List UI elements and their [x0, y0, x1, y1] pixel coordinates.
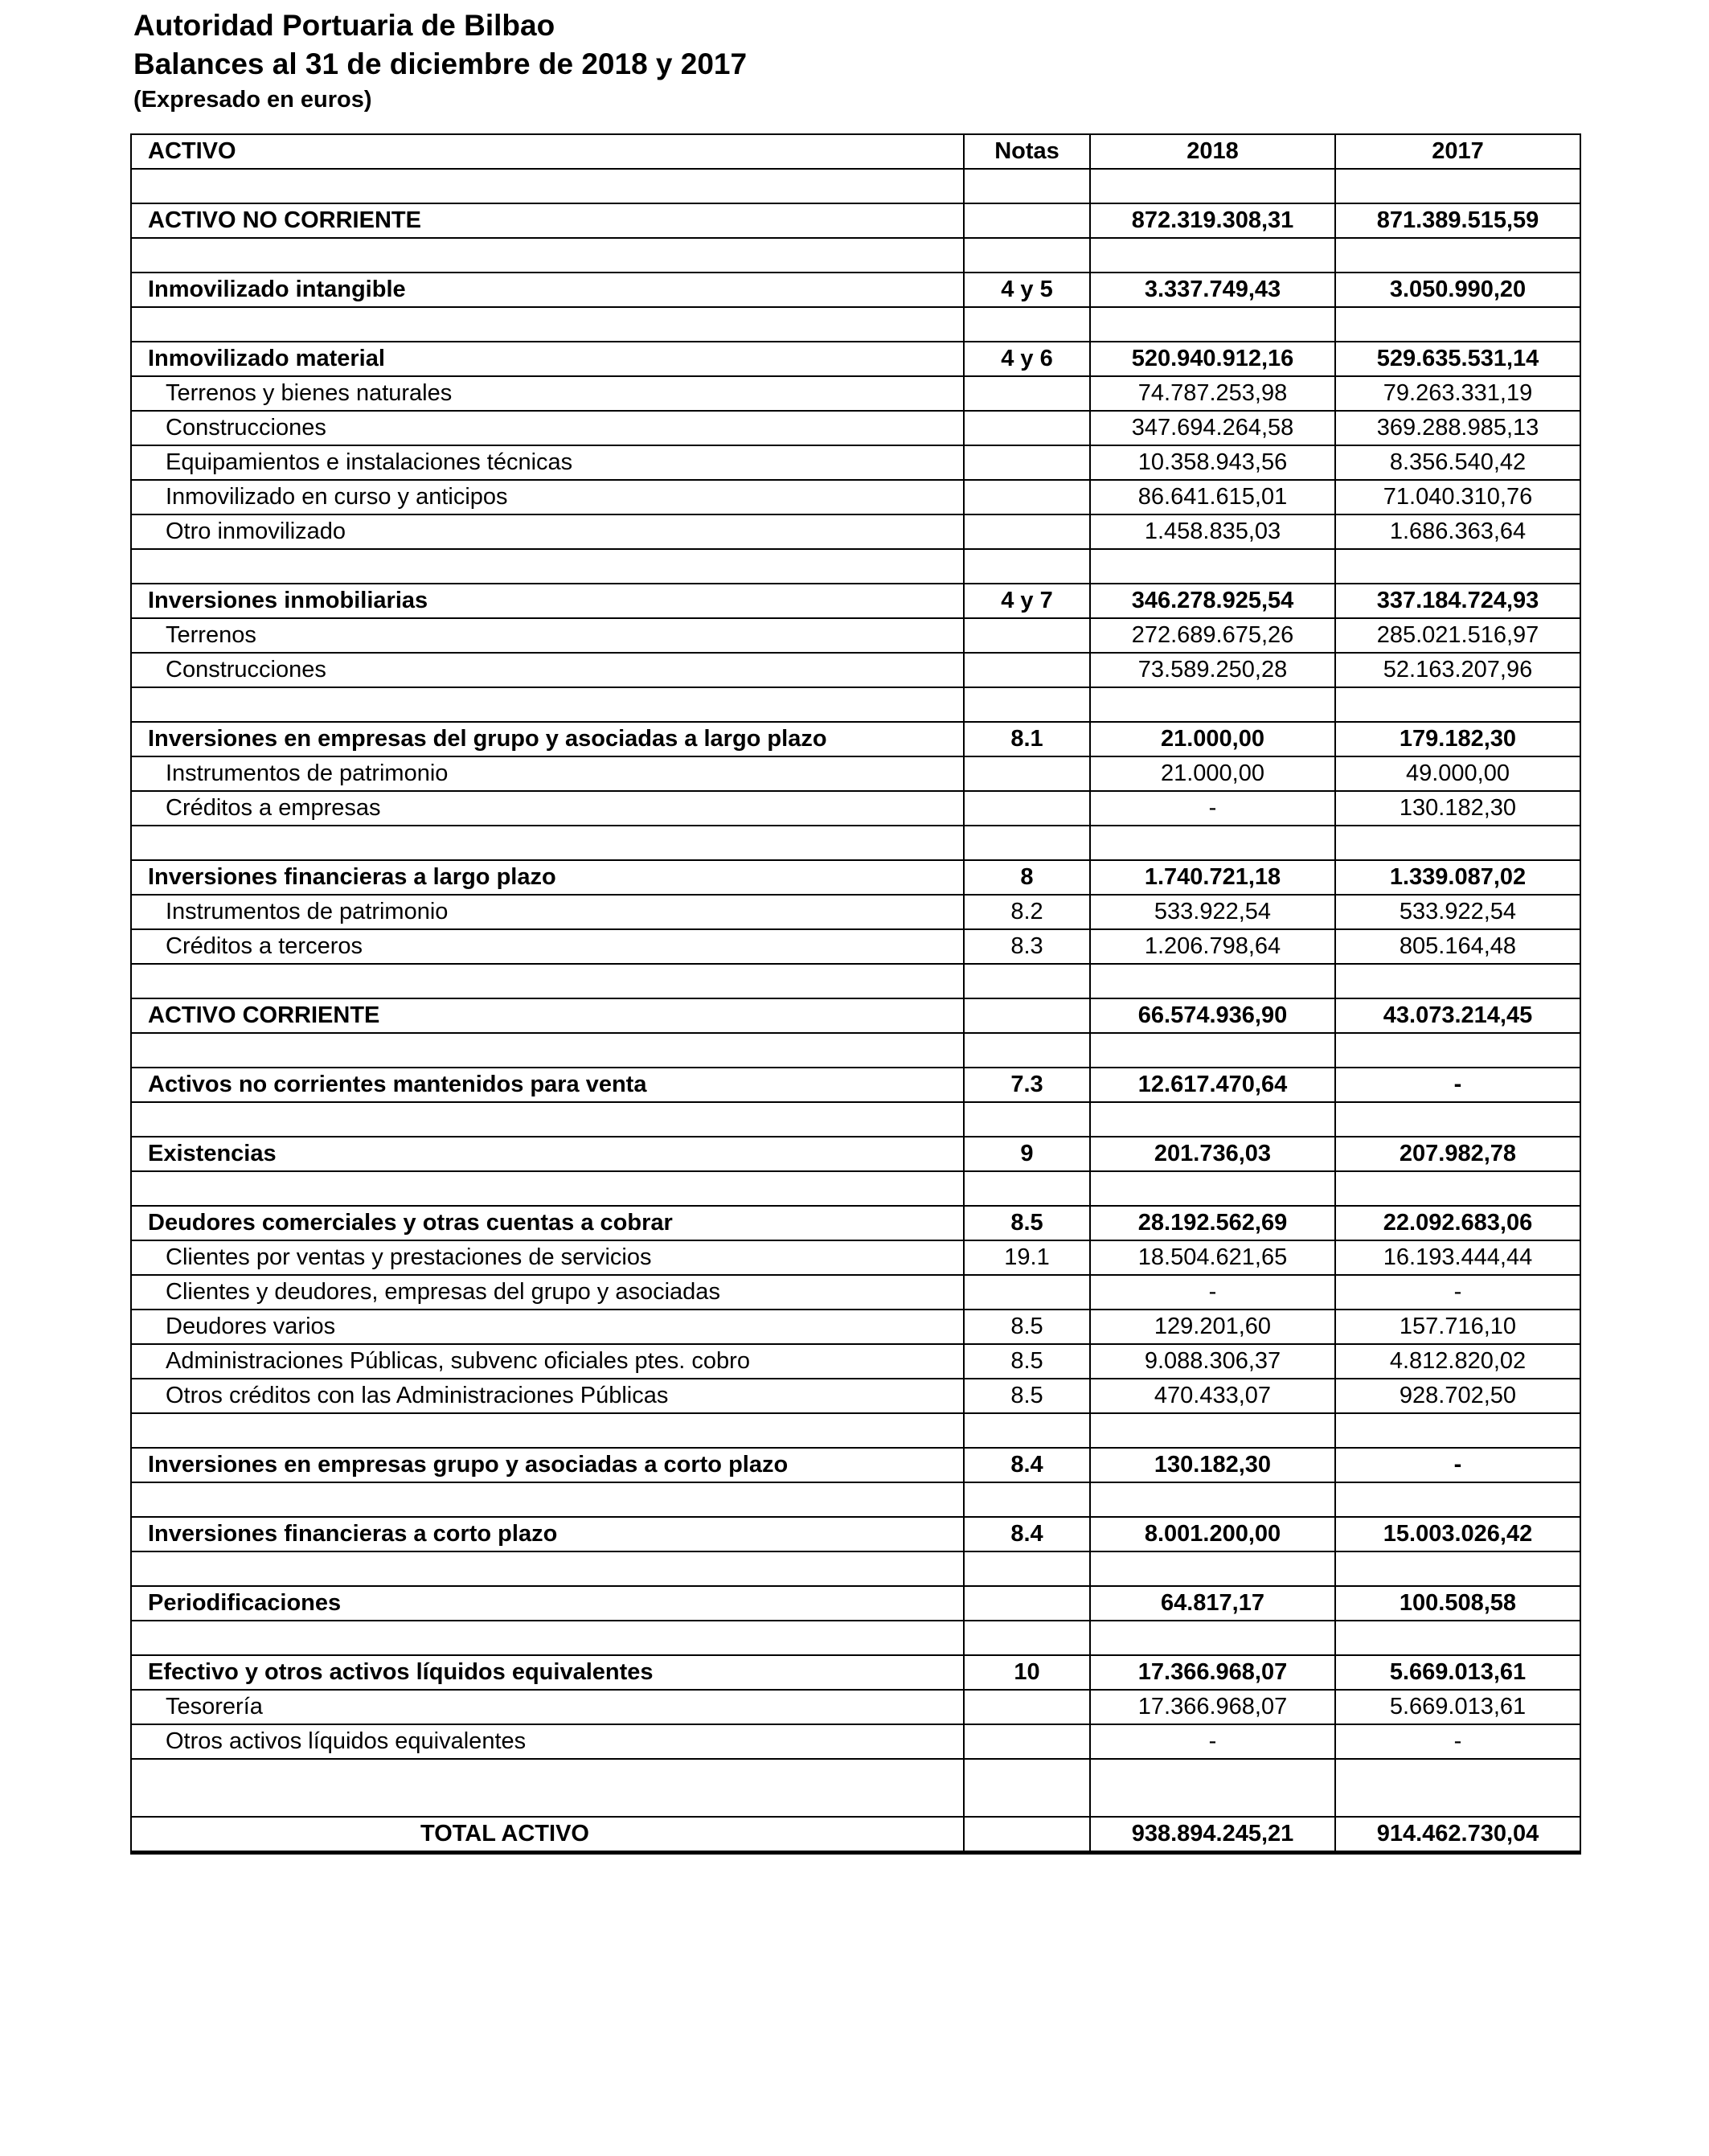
row-value-2017: 157.716,10 — [1335, 1310, 1580, 1344]
balance-sheet-table — [130, 133, 1581, 1855]
row-value-2017 — [1335, 238, 1580, 273]
row-notes: 7.3 — [964, 1068, 1090, 1102]
row-label: Inversiones en empresas del grupo y asociadas a largo plazo — [131, 722, 964, 756]
table-row — [131, 445, 1580, 480]
row-value-2018: 17.366.968,07 — [1090, 1690, 1335, 1724]
row-value-2018: 520.940.912,16 — [1090, 342, 1335, 376]
table-row — [131, 791, 1580, 826]
row-notes — [964, 1690, 1090, 1724]
row-notes: 8.5 — [964, 1379, 1090, 1413]
row-value-2017: 16.193.444,44 — [1335, 1240, 1580, 1275]
table-row — [131, 1344, 1580, 1379]
row-value-2018: 130.182,30 — [1090, 1448, 1335, 1482]
row-label: Terrenos y bienes naturales — [131, 376, 964, 411]
row-value-2018: 64.817,17 — [1090, 1586, 1335, 1621]
row-value-2018: 9.088.306,37 — [1090, 1344, 1335, 1379]
row-value-2018: 347.694.264,58 — [1090, 411, 1335, 445]
row-value-2018: 17.366.968,07 — [1090, 1655, 1335, 1690]
table-row — [131, 273, 1580, 307]
row-notes — [964, 445, 1090, 480]
document-header — [133, 6, 747, 116]
row-value-2018: - — [1090, 1724, 1335, 1759]
table-row — [131, 1448, 1580, 1482]
row-value-2017: - — [1335, 1068, 1580, 1102]
table-row — [131, 1586, 1580, 1621]
document-title: Balances al 31 de diciembre de 2018 y 2017 — [133, 47, 748, 80]
row-value-2017: 529.635.531,14 — [1335, 342, 1580, 376]
row-value-2018 — [1090, 1102, 1335, 1137]
row-notes — [964, 480, 1090, 514]
spacer-row — [131, 1621, 1580, 1655]
row-value-2017 — [1335, 169, 1580, 203]
row-notes — [964, 1102, 1090, 1137]
row-value-2018: 1.206.798,64 — [1090, 929, 1335, 964]
header-notas: Notas — [964, 134, 1090, 169]
spacer-row — [131, 826, 1580, 860]
row-notes — [964, 411, 1090, 445]
row-notes: 8.5 — [964, 1344, 1090, 1379]
table-row — [131, 1137, 1580, 1171]
row-value-2017 — [1335, 1171, 1580, 1206]
row-label: Activos no corrientes mantenidos para venta — [131, 1068, 964, 1102]
row-label: Clientes y deudores, empresas del grupo y asociadas — [131, 1275, 964, 1310]
row-notes — [964, 1033, 1090, 1068]
row-value-2017 — [1335, 1102, 1580, 1137]
row-notes: 4 y 5 — [964, 273, 1090, 307]
row-notes — [964, 376, 1090, 411]
spacer-row — [131, 687, 1580, 722]
row-value-2017: 369.288.985,13 — [1335, 411, 1580, 445]
row-notes — [964, 169, 1090, 203]
row-label — [131, 687, 964, 722]
row-value-2018 — [1090, 826, 1335, 860]
row-label — [131, 1621, 964, 1655]
row-label — [131, 1033, 964, 1068]
row-value-2018: 938.894.245,21 — [1090, 1817, 1335, 1853]
row-label: Créditos a terceros — [131, 929, 964, 964]
row-notes: 8.1 — [964, 722, 1090, 756]
row-value-2017: 5.669.013,61 — [1335, 1655, 1580, 1690]
table-row — [131, 1724, 1580, 1759]
row-value-2017 — [1335, 1482, 1580, 1517]
row-value-2017: 914.462.730,04 — [1335, 1817, 1580, 1853]
row-label: Inmovilizado en curso y anticipos — [131, 480, 964, 514]
row-value-2017: 100.508,58 — [1335, 1586, 1580, 1621]
row-value-2018 — [1090, 1171, 1335, 1206]
table-row — [131, 1206, 1580, 1240]
row-label — [131, 1102, 964, 1137]
row-value-2018: 129.201,60 — [1090, 1310, 1335, 1344]
row-value-2017: 15.003.026,42 — [1335, 1517, 1580, 1551]
row-notes — [964, 1586, 1090, 1621]
row-notes: 8.5 — [964, 1310, 1090, 1344]
row-label: ACTIVO NO CORRIENTE — [131, 203, 964, 238]
row-notes — [964, 1275, 1090, 1310]
row-notes — [964, 203, 1090, 238]
row-value-2018: 201.736,03 — [1090, 1137, 1335, 1171]
row-label: Instrumentos de patrimonio — [131, 756, 964, 791]
table-row — [131, 929, 1580, 964]
spacer-row — [131, 1033, 1580, 1068]
row-label: Instrumentos de patrimonio — [131, 895, 964, 929]
row-value-2018 — [1090, 1413, 1335, 1448]
row-value-2018: - — [1090, 791, 1335, 826]
row-value-2018 — [1090, 1551, 1335, 1586]
row-label — [131, 1171, 964, 1206]
row-label: TOTAL ACTIVO — [131, 1817, 964, 1853]
row-notes: 4 y 7 — [964, 584, 1090, 618]
row-value-2018: - — [1090, 1275, 1335, 1310]
row-label — [131, 307, 964, 342]
row-label: Terrenos — [131, 618, 964, 653]
row-notes — [964, 1724, 1090, 1759]
row-value-2018: 21.000,00 — [1090, 722, 1335, 756]
row-value-2018 — [1090, 169, 1335, 203]
table-row — [131, 1517, 1580, 1551]
row-value-2017 — [1335, 1621, 1580, 1655]
row-label — [131, 826, 964, 860]
row-label: Tesorería — [131, 1690, 964, 1724]
table-row — [131, 203, 1580, 238]
row-value-2018: 21.000,00 — [1090, 756, 1335, 791]
row-notes — [964, 791, 1090, 826]
row-value-2017: 71.040.310,76 — [1335, 480, 1580, 514]
row-notes — [964, 1482, 1090, 1517]
row-value-2017: 285.021.516,97 — [1335, 618, 1580, 653]
row-value-2017 — [1335, 1551, 1580, 1586]
row-value-2018: 272.689.675,26 — [1090, 618, 1335, 653]
row-value-2018 — [1090, 307, 1335, 342]
table-row — [131, 722, 1580, 756]
spacer-row — [131, 964, 1580, 998]
spacer-row — [131, 307, 1580, 342]
row-value-2017: 1.339.087,02 — [1335, 860, 1580, 895]
row-value-2017: - — [1335, 1448, 1580, 1482]
row-label — [131, 1482, 964, 1517]
table-row — [131, 756, 1580, 791]
row-value-2018 — [1090, 687, 1335, 722]
row-value-2018: 74.787.253,98 — [1090, 376, 1335, 411]
row-notes — [964, 618, 1090, 653]
row-value-2017: 4.812.820,02 — [1335, 1344, 1580, 1379]
row-value-2017 — [1335, 1033, 1580, 1068]
row-value-2017: 43.073.214,45 — [1335, 998, 1580, 1033]
row-label: ACTIVO CORRIENTE — [131, 998, 964, 1033]
row-value-2018: 12.617.470,64 — [1090, 1068, 1335, 1102]
row-label — [131, 238, 964, 273]
row-value-2017: - — [1335, 1275, 1580, 1310]
row-notes: 8.5 — [964, 1206, 1090, 1240]
table-row — [131, 411, 1580, 445]
row-value-2018 — [1090, 964, 1335, 998]
row-value-2017: 928.702,50 — [1335, 1379, 1580, 1413]
spacer-row — [131, 1102, 1580, 1137]
row-notes: 8 — [964, 860, 1090, 895]
row-notes — [964, 998, 1090, 1033]
table-row — [131, 1240, 1580, 1275]
row-label: Otros créditos con las Administraciones Públicas — [131, 1379, 964, 1413]
spacer-row — [131, 1413, 1580, 1448]
spacer-cell — [131, 1759, 964, 1817]
table-row — [131, 1275, 1580, 1310]
row-value-2018 — [1090, 549, 1335, 584]
row-value-2017: 130.182,30 — [1335, 791, 1580, 826]
row-value-2017: 207.982,78 — [1335, 1137, 1580, 1171]
row-value-2018: 73.589.250,28 — [1090, 653, 1335, 687]
row-value-2017 — [1335, 549, 1580, 584]
table-row — [131, 895, 1580, 929]
row-label: Administraciones Públicas, subvenc oficiales ptes. cobro — [131, 1344, 964, 1379]
row-label — [131, 169, 964, 203]
row-label: Otros activos líquidos equivalentes — [131, 1724, 964, 1759]
row-value-2018 — [1090, 1033, 1335, 1068]
row-label — [131, 1413, 964, 1448]
total-row — [131, 1817, 1580, 1853]
row-notes — [964, 1551, 1090, 1586]
table-row — [131, 618, 1580, 653]
row-value-2017: 5.669.013,61 — [1335, 1690, 1580, 1724]
table-row — [131, 480, 1580, 514]
spacer-row — [131, 549, 1580, 584]
row-label: Deudores comerciales y otras cuentas a cobrar — [131, 1206, 964, 1240]
row-label: Equipamientos e instalaciones técnicas — [131, 445, 964, 480]
row-label: Inversiones financieras a corto plazo — [131, 1517, 964, 1551]
row-label: Periodificaciones — [131, 1586, 964, 1621]
row-label — [131, 1551, 964, 1586]
row-value-2018: 470.433,07 — [1090, 1379, 1335, 1413]
row-value-2017: 1.686.363,64 — [1335, 514, 1580, 549]
row-value-2017: - — [1335, 1724, 1580, 1759]
row-label: Inversiones inmobiliarias — [131, 584, 964, 618]
balance-sheet-body — [131, 134, 1580, 1853]
row-notes — [964, 1413, 1090, 1448]
row-value-2017 — [1335, 687, 1580, 722]
header-activo: ACTIVO — [131, 134, 964, 169]
spacer-row — [131, 1482, 1580, 1517]
row-value-2017: 805.164,48 — [1335, 929, 1580, 964]
row-value-2018: 533.922,54 — [1090, 895, 1335, 929]
row-label: Inversiones en empresas grupo y asociadas a corto plazo — [131, 1448, 964, 1482]
row-value-2017: 8.356.540,42 — [1335, 445, 1580, 480]
row-label: Inversiones financieras a largo plazo — [131, 860, 964, 895]
row-label: Existencias — [131, 1137, 964, 1171]
row-value-2017: 49.000,00 — [1335, 756, 1580, 791]
row-notes — [964, 307, 1090, 342]
row-notes — [964, 1817, 1090, 1853]
table-row — [131, 653, 1580, 687]
spacer-row — [131, 1551, 1580, 1586]
table-row — [131, 860, 1580, 895]
row-value-2018: 66.574.936,90 — [1090, 998, 1335, 1033]
row-notes — [964, 653, 1090, 687]
row-value-2018: 872.319.308,31 — [1090, 203, 1335, 238]
row-value-2018: 10.358.943,56 — [1090, 445, 1335, 480]
header-2017: 2017 — [1335, 134, 1580, 169]
table-row — [131, 1379, 1580, 1413]
row-value-2017: 3.050.990,20 — [1335, 273, 1580, 307]
row-notes — [964, 549, 1090, 584]
row-value-2018: 3.337.749,43 — [1090, 273, 1335, 307]
row-value-2017: 79.263.331,19 — [1335, 376, 1580, 411]
spacer-row — [131, 169, 1580, 203]
row-value-2018: 18.504.621,65 — [1090, 1240, 1335, 1275]
row-value-2017: 22.092.683,06 — [1335, 1206, 1580, 1240]
row-value-2017 — [1335, 307, 1580, 342]
row-value-2017: 52.163.207,96 — [1335, 653, 1580, 687]
row-label — [131, 964, 964, 998]
row-notes — [964, 826, 1090, 860]
spacer-cell — [1335, 1759, 1580, 1817]
row-notes: 8.4 — [964, 1448, 1090, 1482]
table-row — [131, 1068, 1580, 1102]
row-notes: 8.3 — [964, 929, 1090, 964]
row-value-2018 — [1090, 238, 1335, 273]
row-notes — [964, 964, 1090, 998]
spacer-row — [131, 1171, 1580, 1206]
row-label: Otro inmovilizado — [131, 514, 964, 549]
spacer-row — [131, 238, 1580, 273]
table-row — [131, 1655, 1580, 1690]
row-value-2017: 533.922,54 — [1335, 895, 1580, 929]
table-row — [131, 376, 1580, 411]
table-row — [131, 1690, 1580, 1724]
currency-note: (Expresado en euros) — [133, 87, 372, 113]
header-row — [131, 134, 1580, 169]
table-row — [131, 998, 1580, 1033]
row-value-2018: 1.458.835,03 — [1090, 514, 1335, 549]
spacer-cell — [964, 1759, 1090, 1817]
row-value-2018: 28.192.562,69 — [1090, 1206, 1335, 1240]
row-value-2018: 8.001.200,00 — [1090, 1517, 1335, 1551]
table-row — [131, 584, 1580, 618]
row-label: Efectivo y otros activos líquidos equivalentes — [131, 1655, 964, 1690]
row-label — [131, 549, 964, 584]
row-notes — [964, 756, 1090, 791]
header-2018: 2018 — [1090, 134, 1335, 169]
row-notes — [964, 1171, 1090, 1206]
row-label: Construcciones — [131, 653, 964, 687]
row-notes: 4 y 6 — [964, 342, 1090, 376]
table-row — [131, 1310, 1580, 1344]
row-notes: 19.1 — [964, 1240, 1090, 1275]
row-value-2018 — [1090, 1482, 1335, 1517]
row-value-2017 — [1335, 826, 1580, 860]
row-value-2018: 86.641.615,01 — [1090, 480, 1335, 514]
row-notes — [964, 238, 1090, 273]
row-label: Inmovilizado material — [131, 342, 964, 376]
row-notes — [964, 1621, 1090, 1655]
table-row — [131, 342, 1580, 376]
row-value-2017 — [1335, 964, 1580, 998]
organization-name: Autoridad Portuaria de Bilbao — [133, 9, 555, 42]
row-value-2018: 346.278.925,54 — [1090, 584, 1335, 618]
row-label: Construcciones — [131, 411, 964, 445]
row-notes: 10 — [964, 1655, 1090, 1690]
row-value-2017: 337.184.724,93 — [1335, 584, 1580, 618]
table-row — [131, 514, 1580, 549]
row-label: Créditos a empresas — [131, 791, 964, 826]
row-label: Inmovilizado intangible — [131, 273, 964, 307]
row-notes — [964, 514, 1090, 549]
row-value-2017 — [1335, 1413, 1580, 1448]
row-value-2017: 179.182,30 — [1335, 722, 1580, 756]
row-value-2018 — [1090, 1621, 1335, 1655]
row-notes: 9 — [964, 1137, 1090, 1171]
row-notes — [964, 687, 1090, 722]
row-label: Deudores varios — [131, 1310, 964, 1344]
row-value-2018: 1.740.721,18 — [1090, 860, 1335, 895]
row-notes: 8.4 — [964, 1517, 1090, 1551]
spacer-cell — [1090, 1759, 1335, 1817]
row-value-2017: 871.389.515,59 — [1335, 203, 1580, 238]
spacer-row — [131, 1759, 1580, 1817]
row-label: Clientes por ventas y prestaciones de servicios — [131, 1240, 964, 1275]
row-notes: 8.2 — [964, 895, 1090, 929]
